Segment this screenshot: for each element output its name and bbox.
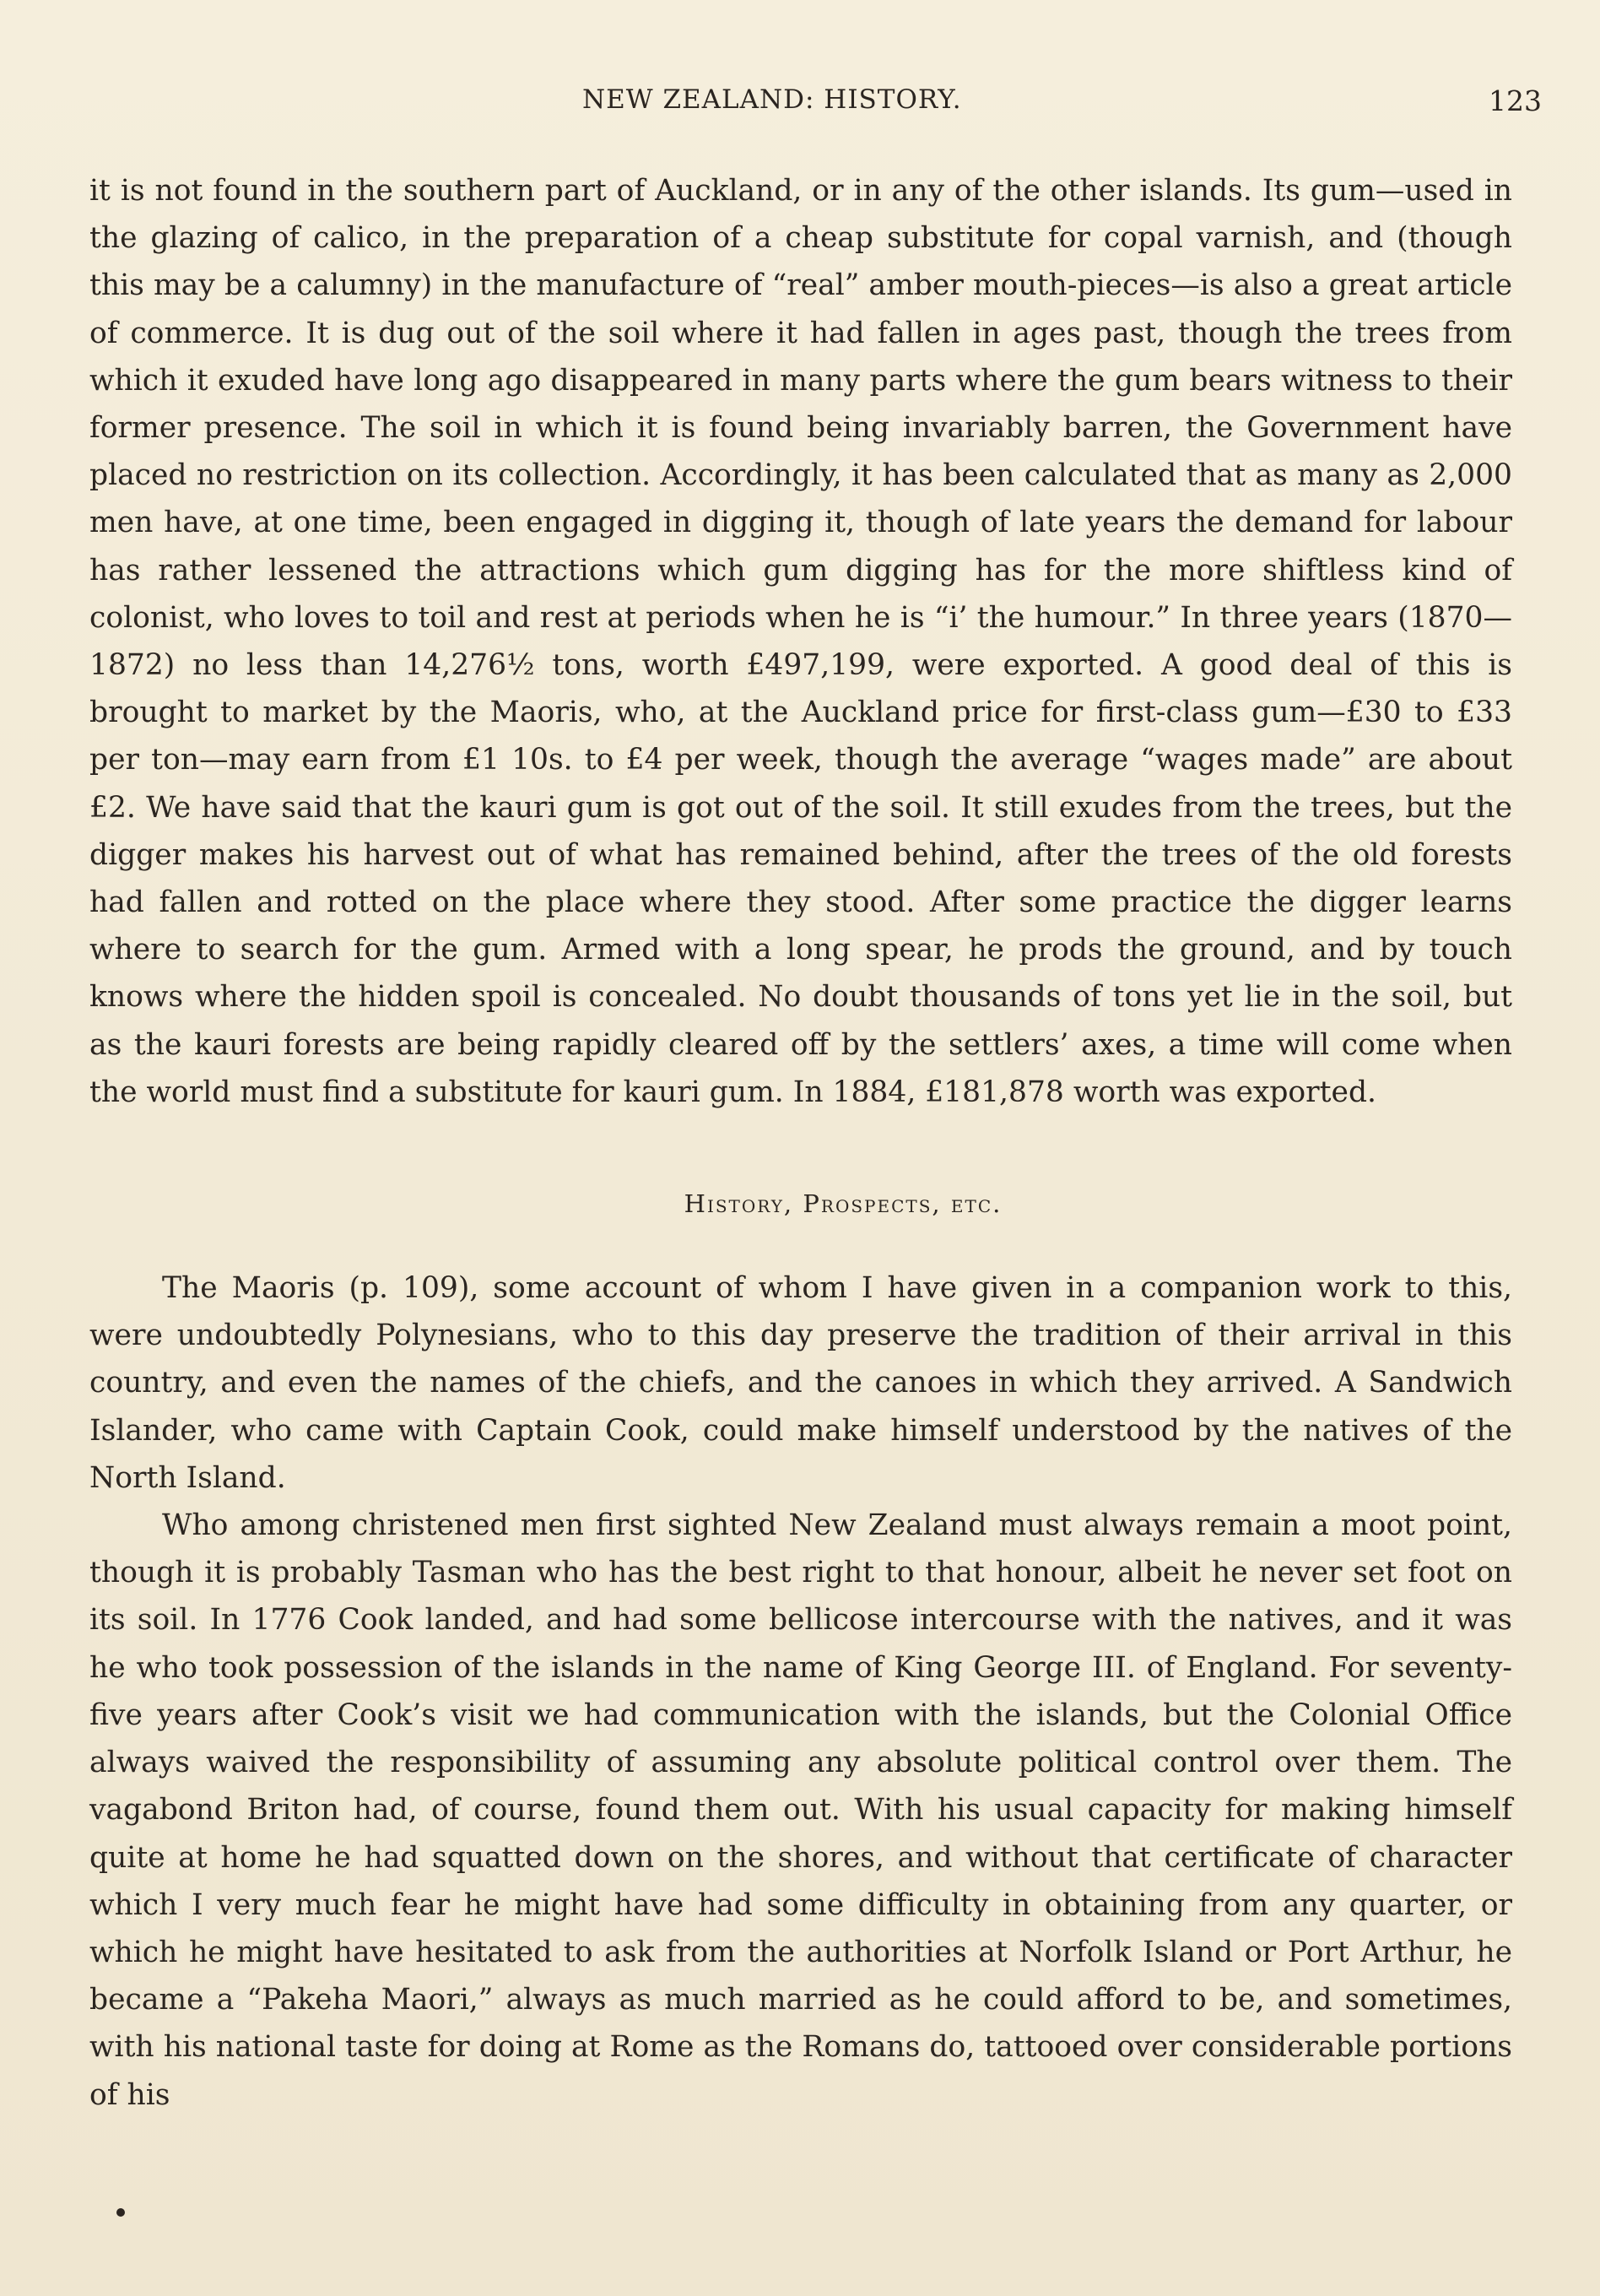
paragraph-discovery: Who among christened men first sighted New Zealand must always remain a moot point, though it is probably Tasman who has the best right to that honour, albeit he never set foot on its soil. In 1776 Cook landed, and had some bellicose intercourse with the natives, and it was he who took possession of the islands in the name of King George III. of England. For seventy-five years after Cook’s visit we had communication with the islands, but the Colonial Office always waived the responsibility of assuming any absolute political control over them. The vagabond Briton had, of course, found them out. With his usual capacity for making himself quite at home he had squatted down on the shores, and without that certificate of character which I very much fear he might have had some difficulty in obtaining from any quarter, or which he might have hesitated to ask from the authorities at Norfolk Island or Port Arthur, he became a “Pakeha Maori,” always as much married as he could afford to be, and sometimes, with his national taste for doing at Rome as the Romans do, tattooed over considerable portions of his — [89, 1508, 1512, 2112]
running-header — [0, 84, 1600, 127]
body-text — [89, 167, 1512, 2119]
ink-dot-mark — [116, 2208, 125, 2217]
running-title: NEW ZEALAND: HISTORY. — [582, 84, 962, 115]
paragraph-maoris: The Maoris (p. 109), some account of whom I have given in a companion work to this, were undoubtedly Polynesians, who to this day preserve the tradition of their arrival in this country, and even the names of the chiefs, and the canoes in which they arrived. A Sandwich Islander, who came with Captain Cook, could make himself understood by the natives of the North Island. — [89, 1271, 1512, 1495]
paragraph-kauri-gum: it is not found in the southern part of Auckland, or in any of the other islands. Its gum—used in the glazing of calico, in the preparation of a cheap substitute for copal varnish, and (though this may be a calumny) in the manufacture of “real” amber mouth-pieces—is also a great article of commerce. It is dug out of the soil where it had fallen in ages past, though the trees from which it exuded have long ago disappeared in many parts where the gum bears witness to their former presence. The soil in which it is found being invariably barren, the Government have placed no restriction on its collection. Accordingly, it has been calculated that as many as 2,000 men have, at one time, been engaged in digging it, though of late years the demand for labour has rather lessened the attractions which gum digging has for the more shiftless kind of colonist, who loves to toil and rest at periods when he is “i’ the humour.” In three years (1870—1872) no less than 14,276½ tons, worth £497,199, were exported. A good deal of this is brought to market by the Maoris, who, at the Auckland price for first-class gum—£30 to £33 per ton—may earn from £1 10s. to £4 per week, though the average “wages made” are about £2. We have said that the kauri gum is got out of the soil. It still exudes from the trees, but the digger makes his harvest out of what has remained behind, after the trees of the old forests had fallen and rotted on the place where they stood. After some practice the digger learns where to search for the gum. Armed with a long spear, he prods the ground, and by touch knows where the hidden spoil is concealed. No doubt thousands of tons yet lie in the soil, but as the kauri forests are being rapidly cleared off by the settlers’ axes, a time will come when the world must find a substitute for kauri gum. In 1884, £181,878 worth was exported. — [89, 174, 1512, 1109]
section-heading: History, Prospects, etc. — [684, 1189, 1003, 1219]
page-number: 123 — [1489, 84, 1542, 117]
